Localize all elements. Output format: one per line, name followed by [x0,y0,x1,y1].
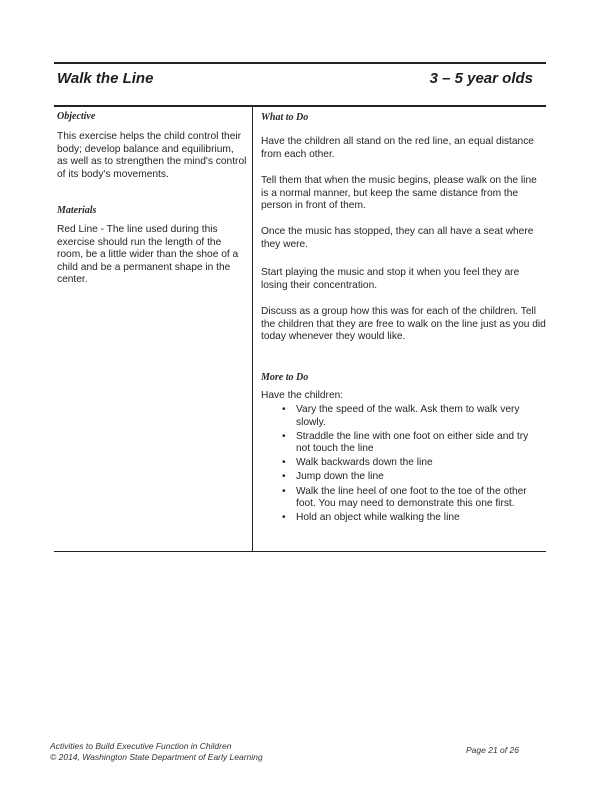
what-to-do-paragraph: Have the children all stand on the red line, an equal distance from each other. [261,136,534,160]
bullet-icon: • [282,485,286,497]
what-to-do-paragraph: Discuss as a group how this was for each of the children. Tell the children that they are free to walk on the line just as you did today whenever they would like. [261,306,546,343]
top-rule [54,62,546,64]
list-item [279,431,541,456]
list-item-text: Vary the speed of the walk. Ask them to walk very slowly. [296,404,520,428]
age-range: 3 – 5 year olds [429,70,533,87]
page-number: Page 21 of 26 [466,745,519,755]
more-to-do-heading: More to Do [261,372,309,383]
list-item-text: Walk backwards down the line [296,457,433,469]
what-to-do-paragraph: Once the music has stopped, they can all have a seat where they were. [261,226,534,250]
list-item [279,512,541,525]
what-to-do-paragraph: Tell them that when the music begins, please walk on the line is a normal manner, but keep the same distance from the person in front of them. [261,175,537,212]
list-item-text: Walk the line heel of one foot to the toe of the other foot. You may need to demonstrate this one first. [296,485,527,510]
what-to-do-heading: What to Do [261,112,309,123]
list-item-text: Hold an object while walking the line [296,512,460,524]
column-divider [252,106,253,552]
footer-publication-title: Activities to Build Executive Function in Children [50,741,232,751]
list-item-text: Jump down the line [296,471,384,483]
bottom-rule [54,551,546,552]
more-to-do-list [279,404,541,526]
list-item [279,457,541,470]
list-item [279,486,541,511]
list-item [279,471,541,484]
bullet-icon: • [282,430,286,442]
objective-heading: Objective [57,111,96,122]
list-item [279,404,541,429]
what-to-do-paragraph: Start playing the music and stop it when you feel they are losing their concentration. [261,267,520,291]
footer-credits [50,741,263,763]
bullet-icon: • [282,404,286,415]
bullet-icon: • [282,471,286,483]
footer-copyright: © 2014, Washington State Department of Early Learning [50,752,263,762]
header-rule [54,105,546,107]
materials-heading: Materials [57,205,97,216]
more-to-do-intro: Have the children: [261,390,344,401]
list-item-text: Straddle the line with one foot on either side and try not touch the line [296,430,529,455]
objective-text: This exercise helps the child control their body; develop balance and equilibrium, as well as to strengthen the mind's control of its body's movements. [57,131,247,180]
activity-title: Walk the Line [57,70,154,87]
bullet-icon: • [282,512,286,524]
materials-text: Red Line - The line used during this exercise should run the length of the room, be a little wider than the shoe of a child and be a permanent shape in the center. [57,224,239,286]
bullet-icon: • [282,457,286,469]
